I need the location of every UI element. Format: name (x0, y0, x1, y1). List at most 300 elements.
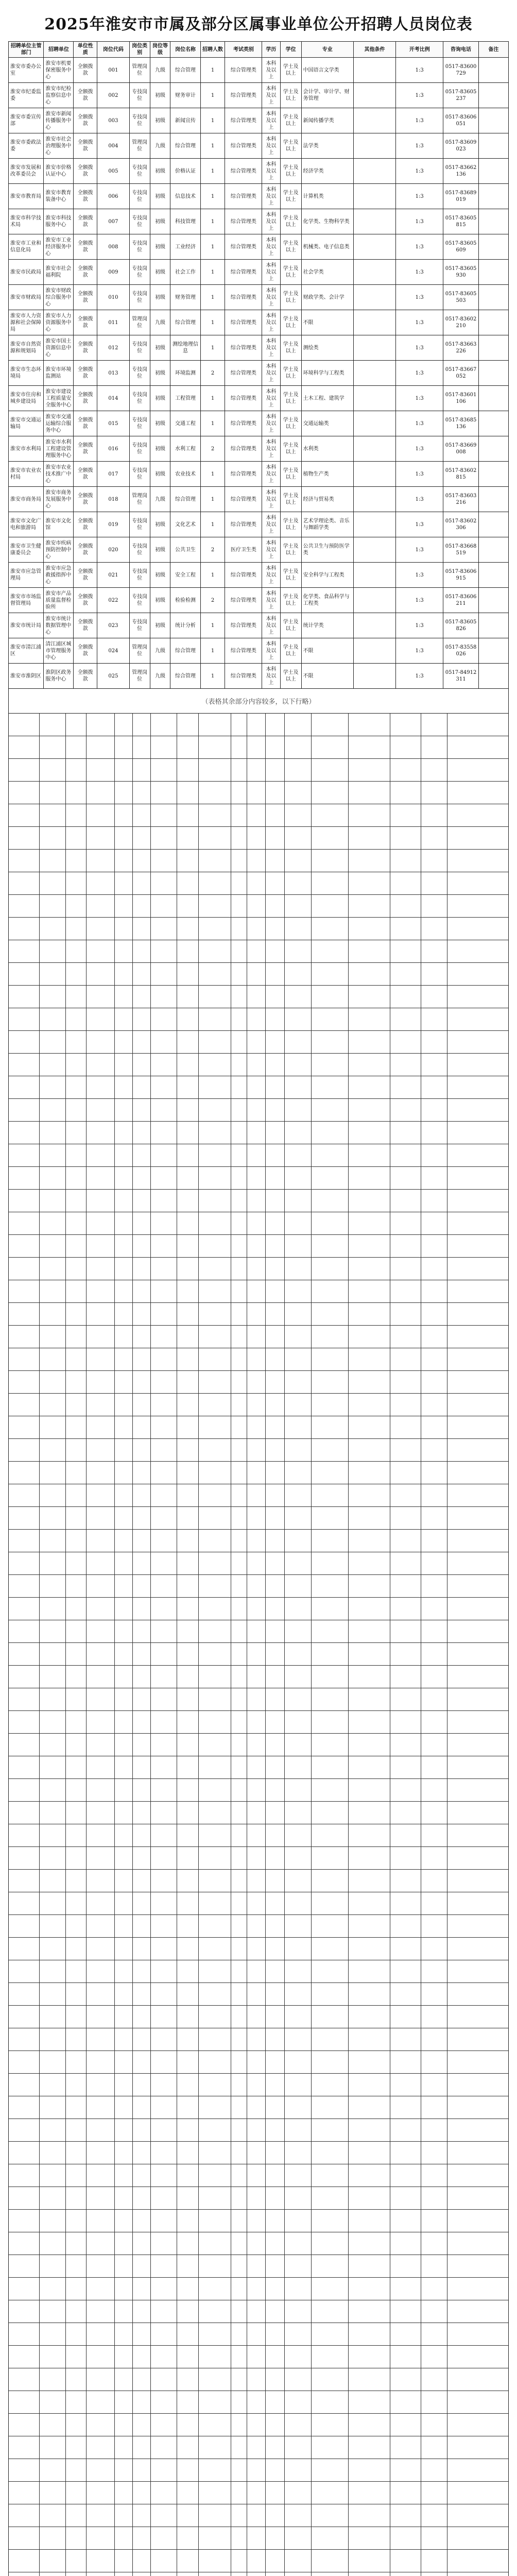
cell-ratio: 1:3 (396, 386, 443, 411)
cell-post-name: 工业经济 (170, 234, 200, 260)
cell-note (478, 563, 508, 588)
cell-post-type: 专技岗位 (129, 83, 150, 108)
cell-degree: 学士及以上 (280, 260, 301, 285)
cell-exam-type: 综合管理类 (225, 386, 262, 411)
cell-ratio: 1:3 (396, 159, 443, 184)
cell-degree: 学士及以上 (280, 83, 301, 108)
cell-other (354, 83, 396, 108)
cell-degree: 学士及以上 (280, 462, 301, 487)
cell-unit-type: 全额拨款 (74, 184, 97, 209)
cell-post-code: 023 (97, 613, 130, 638)
cell-contact: 0517-83606211 (443, 588, 478, 613)
cell-count: 1 (200, 335, 225, 361)
cell-other (354, 588, 396, 613)
cell-contact: 0517-83602210 (443, 310, 478, 335)
table-row (9, 588, 509, 613)
cell-exam-type: 综合管理类 (225, 411, 262, 436)
cell-unit-main: 淮安市卫生健康委员会 (9, 537, 44, 563)
cell-exam-type: 综合管理类 (225, 335, 262, 361)
cell-note (478, 108, 508, 133)
cell-count: 1 (200, 285, 225, 310)
cell-post-type: 管理岗位 (129, 487, 150, 512)
cell-other (354, 462, 396, 487)
cell-other (354, 285, 396, 310)
cell-exam-type: 综合管理类 (225, 487, 262, 512)
cell-degree: 学士及以上 (280, 335, 301, 361)
cell-exam-type: 综合管理类 (225, 512, 262, 537)
cell-major: 公共卫生与预防医学类 (301, 537, 353, 563)
cell-unit-type: 全额拨款 (74, 411, 97, 436)
cell-count: 1 (200, 563, 225, 588)
cell-count: 1 (200, 664, 225, 689)
cell-edu: 本科及以上 (262, 260, 280, 285)
cell-post-name: 测绘地理信息 (170, 335, 200, 361)
cell-post-name: 文化艺术 (170, 512, 200, 537)
cell-other (354, 133, 396, 159)
cell-ratio: 1:3 (396, 512, 443, 537)
table-row (9, 58, 509, 83)
cell-unit: 淮安市疾病预防控制中心 (44, 537, 74, 563)
cell-post-type: 管理岗位 (129, 310, 150, 335)
cell-contact: 0517-83601106 (443, 386, 478, 411)
cell-edu: 本科及以上 (262, 108, 280, 133)
cell-other (354, 613, 396, 638)
cell-edu: 本科及以上 (262, 310, 280, 335)
cell-degree: 学士及以上 (280, 234, 301, 260)
cell-note (478, 411, 508, 436)
cell-edu: 本科及以上 (262, 209, 280, 234)
cell-edu: 本科及以上 (262, 537, 280, 563)
cell-count: 1 (200, 512, 225, 537)
cell-unit: 淮安市纪检监察信息中心 (44, 83, 74, 108)
cell-post-name: 水利工程 (170, 436, 200, 462)
cell-post-name: 社会工作 (170, 260, 200, 285)
cell-note (478, 436, 508, 462)
cell-post-level: 初级 (150, 537, 170, 563)
cell-post-name: 综合管理 (170, 58, 200, 83)
cell-ratio: 1:3 (396, 487, 443, 512)
cell-post-level: 初级 (150, 285, 170, 310)
cell-major: 化学类、食品科学与工程类 (301, 588, 353, 613)
cell-unit-main: 淮安市淮阴区 (9, 664, 44, 689)
table-row (9, 664, 509, 689)
cell-unit-type: 全额拨款 (74, 462, 97, 487)
cell-post-level: 初级 (150, 588, 170, 613)
cell-exam-type: 综合管理类 (225, 58, 262, 83)
cell-contact: 0517-83605609 (443, 234, 478, 260)
header-degree: 学位 (280, 42, 301, 58)
cell-contact: 0517-83668519 (443, 537, 478, 563)
header-unit-main: 招聘单位主管部门 (9, 42, 44, 58)
cell-count: 1 (200, 83, 225, 108)
cell-note (478, 588, 508, 613)
cell-note (478, 335, 508, 361)
cell-major: 不限 (301, 310, 353, 335)
header-edu: 学历 (262, 42, 280, 58)
cell-unit-main: 淮安市民政局 (9, 260, 44, 285)
cell-post-type: 专技岗位 (129, 411, 150, 436)
header-other: 其他条件 (354, 42, 396, 58)
cell-post-type: 专技岗位 (129, 462, 150, 487)
cell-unit: 淮安市农业技术推广中心 (44, 462, 74, 487)
cell-unit-main: 淮安市文化广电和旅游局 (9, 512, 44, 537)
cell-degree: 学士及以上 (280, 512, 301, 537)
cell-post-type: 管理岗位 (129, 664, 150, 689)
cell-unit-main: 淮安市自然资源和规划局 (9, 335, 44, 361)
cell-exam-type: 综合管理类 (225, 133, 262, 159)
cell-post-name: 价格认证 (170, 159, 200, 184)
cell-unit: 淮安市人力资源服务中心 (44, 310, 74, 335)
cell-major: 社会学类 (301, 260, 353, 285)
cell-post-code: 018 (97, 487, 130, 512)
cell-unit: 淮安市商务发展服务中心 (44, 487, 74, 512)
table-row (9, 512, 509, 537)
cell-ratio: 1:3 (396, 310, 443, 335)
cell-exam-type: 综合管理类 (225, 361, 262, 386)
cell-post-code: 010 (97, 285, 130, 310)
cell-note (478, 638, 508, 664)
cell-count: 1 (200, 462, 225, 487)
cell-edu: 本科及以上 (262, 588, 280, 613)
cell-note (478, 462, 508, 487)
cell-note (478, 537, 508, 563)
cell-post-code: 019 (97, 512, 130, 537)
cell-degree: 学士及以上 (280, 386, 301, 411)
cell-unit-main: 淮安市农业农村局 (9, 462, 44, 487)
header-unit: 招聘单位 (44, 42, 74, 58)
cell-exam-type: 综合管理类 (225, 588, 262, 613)
header-unit-type: 单位性质 (74, 42, 97, 58)
cell-exam-type: 综合管理类 (225, 310, 262, 335)
cell-edu: 本科及以上 (262, 58, 280, 83)
table-row (9, 209, 509, 234)
cell-other (354, 487, 396, 512)
cell-unit-type: 全额拨款 (74, 260, 97, 285)
cell-post-level: 初级 (150, 234, 170, 260)
cell-count: 1 (200, 411, 225, 436)
cell-unit-main: 淮安市委政法委 (9, 133, 44, 159)
cell-count: 1 (200, 234, 225, 260)
cell-count: 1 (200, 487, 225, 512)
cell-ratio: 1:3 (396, 537, 443, 563)
cell-contact: 0517-83609023 (443, 133, 478, 159)
cell-note (478, 487, 508, 512)
cell-exam-type: 综合管理类 (225, 664, 262, 689)
cell-post-name: 综合管理 (170, 487, 200, 512)
cell-post-type: 管理岗位 (129, 133, 150, 159)
cell-post-name: 交通工程 (170, 411, 200, 436)
cell-ratio: 1:3 (396, 285, 443, 310)
cell-ratio: 1:3 (396, 563, 443, 588)
cell-degree: 学士及以上 (280, 133, 301, 159)
cell-unit: 淮安市教育装备中心 (44, 184, 74, 209)
cell-contact: 0517-83602306 (443, 512, 478, 537)
cell-post-name: 统计分析 (170, 613, 200, 638)
cell-unit-main: 淮安市水利局 (9, 436, 44, 462)
cell-unit: 淮安市环境监测站 (44, 361, 74, 386)
header-ratio: 开考比例 (396, 42, 443, 58)
cell-contact: 0517-83667052 (443, 361, 478, 386)
cell-contact: 0517-83605930 (443, 260, 478, 285)
cell-count: 2 (200, 436, 225, 462)
header-count: 招聘人数 (200, 42, 225, 58)
cell-unit: 淮安市应急救援指挥中心 (44, 563, 74, 588)
cell-post-name: 综合管理 (170, 133, 200, 159)
cell-other (354, 664, 396, 689)
cell-contact: 0517-83662136 (443, 159, 478, 184)
cell-unit-main: 淮安市工业和信息化局 (9, 234, 44, 260)
cell-other (354, 184, 396, 209)
cell-contact: 0517-83602815 (443, 462, 478, 487)
cell-edu: 本科及以上 (262, 462, 280, 487)
cell-note (478, 512, 508, 537)
cell-contact: 0517-83603216 (443, 487, 478, 512)
cell-ratio: 1:3 (396, 58, 443, 83)
cell-major: 化学类、生物科学类 (301, 209, 353, 234)
cell-unit-type: 全额拨款 (74, 386, 97, 411)
cell-contact: 0517-83685136 (443, 411, 478, 436)
cell-unit: 淮阴区政务服务中心 (44, 664, 74, 689)
cell-edu: 本科及以上 (262, 133, 280, 159)
cell-contact: 0517-83606051 (443, 108, 478, 133)
cell-other (354, 537, 396, 563)
table-continuation-note: （表格其余部分内容较多，以下行略） (8, 689, 509, 714)
cell-post-type: 专技岗位 (129, 386, 150, 411)
cell-unit-main: 淮安市市场监督管理局 (9, 588, 44, 613)
cell-note (478, 83, 508, 108)
cell-unit: 淮安市国土资源信息中心 (44, 335, 74, 361)
cell-post-name: 新闻宣传 (170, 108, 200, 133)
cell-post-level: 初级 (150, 462, 170, 487)
cell-post-name: 工程管理 (170, 386, 200, 411)
cell-post-code: 007 (97, 209, 130, 234)
cell-edu: 本科及以上 (262, 638, 280, 664)
cell-degree: 学士及以上 (280, 436, 301, 462)
cell-post-type: 专技岗位 (129, 260, 150, 285)
header-major: 专业 (301, 42, 353, 58)
cell-post-level: 初级 (150, 209, 170, 234)
cell-post-name: 综合管理 (170, 664, 200, 689)
cell-note (478, 361, 508, 386)
cell-post-level: 初级 (150, 184, 170, 209)
cell-other (354, 108, 396, 133)
cell-unit: 清江浦区城市管理服务中心 (44, 638, 74, 664)
cell-unit-type: 全额拨款 (74, 436, 97, 462)
header-contact: 咨询电话 (443, 42, 478, 58)
page-title: 2025年淮安市市属及部分区属事业单位公开招聘人员岗位表 (44, 15, 473, 33)
cell-post-level: 初级 (150, 411, 170, 436)
cell-post-code: 002 (97, 83, 130, 108)
cell-count: 2 (200, 588, 225, 613)
table-row (9, 260, 509, 285)
cell-contact: 0517-83558026 (443, 638, 478, 664)
cell-exam-type: 综合管理类 (225, 159, 262, 184)
cell-edu: 本科及以上 (262, 512, 280, 537)
cell-ratio: 1:3 (396, 613, 443, 638)
cell-ratio: 1:3 (396, 108, 443, 133)
cell-exam-type: 医疗卫生类 (225, 537, 262, 563)
cell-post-code: 021 (97, 563, 130, 588)
cell-post-code: 020 (97, 537, 130, 563)
cell-edu: 本科及以上 (262, 361, 280, 386)
cell-post-level: 九级 (150, 638, 170, 664)
cell-unit-main: 淮安市清江浦区 (9, 638, 44, 664)
cell-post-name: 公共卫生 (170, 537, 200, 563)
cell-unit-main: 淮安市科学技术局 (9, 209, 44, 234)
cell-count: 1 (200, 209, 225, 234)
cell-count: 1 (200, 638, 225, 664)
cell-contact: 0517-83605503 (443, 285, 478, 310)
cell-count: 1 (200, 184, 225, 209)
cell-note (478, 664, 508, 689)
cell-unit: 淮安市水利工程建设管理服务中心 (44, 436, 74, 462)
cell-unit-type: 全额拨款 (74, 133, 97, 159)
cell-degree: 学士及以上 (280, 588, 301, 613)
cell-edu: 本科及以上 (262, 436, 280, 462)
cell-ratio: 1:3 (396, 361, 443, 386)
cell-other (354, 638, 396, 664)
cell-degree: 学士及以上 (280, 613, 301, 638)
table-row (9, 436, 509, 462)
cell-count: 2 (200, 537, 225, 563)
cell-edu: 本科及以上 (262, 234, 280, 260)
cell-unit-main: 淮安市应急管理局 (9, 563, 44, 588)
cell-major: 交通运输类 (301, 411, 353, 436)
cell-post-name: 检验检测 (170, 588, 200, 613)
cell-major: 安全科学与工程类 (301, 563, 353, 588)
cell-post-code: 009 (97, 260, 130, 285)
cell-other (354, 411, 396, 436)
cell-contact: 0517-83605815 (443, 209, 478, 234)
cell-major: 水利类 (301, 436, 353, 462)
cell-count: 1 (200, 386, 225, 411)
cell-exam-type: 综合管理类 (225, 285, 262, 310)
cell-degree: 学士及以上 (280, 209, 301, 234)
cell-other (354, 563, 396, 588)
cell-unit-main: 淮安市教育局 (9, 184, 44, 209)
cell-exam-type: 综合管理类 (225, 613, 262, 638)
cell-major: 新闻传播学类 (301, 108, 353, 133)
cell-count: 1 (200, 133, 225, 159)
cell-edu: 本科及以上 (262, 664, 280, 689)
cell-post-name: 农业技术 (170, 462, 200, 487)
cell-ratio: 1:3 (396, 638, 443, 664)
cell-edu: 本科及以上 (262, 563, 280, 588)
cell-edu: 本科及以上 (262, 386, 280, 411)
cell-unit-type: 全额拨款 (74, 664, 97, 689)
cell-other (354, 310, 396, 335)
cell-note (478, 613, 508, 638)
cell-degree: 学士及以上 (280, 638, 301, 664)
table-row (9, 361, 509, 386)
cell-post-code: 022 (97, 588, 130, 613)
table-row (9, 184, 509, 209)
header-post-type: 岗位类别 (129, 42, 150, 58)
cell-post-type: 专技岗位 (129, 512, 150, 537)
cell-post-code: 016 (97, 436, 130, 462)
cell-note (478, 133, 508, 159)
cell-contact: 0517-84912311 (443, 664, 478, 689)
cell-post-code: 025 (97, 664, 130, 689)
cell-post-level: 初级 (150, 83, 170, 108)
cell-post-code: 012 (97, 335, 130, 361)
cell-unit-type: 全额拨款 (74, 512, 97, 537)
cell-post-level: 初级 (150, 386, 170, 411)
cell-post-code: 001 (97, 58, 130, 83)
cell-unit-main: 淮安市发展和改革委员会 (9, 159, 44, 184)
cell-note (478, 209, 508, 234)
table-row (9, 335, 509, 361)
header-note: 备注 (478, 42, 508, 58)
cell-unit-type: 全额拨款 (74, 563, 97, 588)
cell-degree: 学士及以上 (280, 411, 301, 436)
cell-unit: 淮安市科技服务中心 (44, 209, 74, 234)
cell-unit-type: 全额拨款 (74, 361, 97, 386)
table-row (9, 462, 509, 487)
cell-post-name: 财务管理 (170, 285, 200, 310)
cell-other (354, 386, 396, 411)
cell-unit: 淮安市交通运输综合服务中心 (44, 411, 74, 436)
cell-post-code: 003 (97, 108, 130, 133)
cell-exam-type: 综合管理类 (225, 108, 262, 133)
cell-exam-type: 综合管理类 (225, 563, 262, 588)
cell-count: 1 (200, 58, 225, 83)
cell-edu: 本科及以上 (262, 184, 280, 209)
header-row (9, 42, 509, 58)
cell-post-type: 专技岗位 (129, 335, 150, 361)
cell-post-type: 专技岗位 (129, 588, 150, 613)
cell-post-name: 信息技术 (170, 184, 200, 209)
cell-note (478, 386, 508, 411)
cell-post-type: 专技岗位 (129, 436, 150, 462)
cell-post-name: 安全工程 (170, 563, 200, 588)
cell-exam-type: 综合管理类 (225, 260, 262, 285)
cell-major: 统计学类 (301, 613, 353, 638)
cell-post-level: 初级 (150, 159, 170, 184)
cell-degree: 学士及以上 (280, 537, 301, 563)
table-row (9, 108, 509, 133)
cell-count: 1 (200, 260, 225, 285)
cell-ratio: 1:3 (396, 588, 443, 613)
table-body (9, 58, 509, 689)
cell-edu: 本科及以上 (262, 83, 280, 108)
cell-degree: 学士及以上 (280, 664, 301, 689)
cell-contact: 0517-83689019 (443, 184, 478, 209)
cell-degree: 学士及以上 (280, 58, 301, 83)
cell-major: 计算机类 (301, 184, 353, 209)
cell-post-type: 专技岗位 (129, 361, 150, 386)
cell-note (478, 184, 508, 209)
cell-exam-type: 综合管理类 (225, 436, 262, 462)
cell-other (354, 335, 396, 361)
cell-other (354, 159, 396, 184)
cell-major: 机械类、电子信息类 (301, 234, 353, 260)
cell-unit-type: 全额拨款 (74, 310, 97, 335)
cell-ratio: 1:3 (396, 335, 443, 361)
cell-unit-type: 全额拨款 (74, 285, 97, 310)
table-row (9, 411, 509, 436)
cell-post-level: 初级 (150, 260, 170, 285)
cell-post-type: 专技岗位 (129, 209, 150, 234)
header-post-code: 岗位代码 (97, 42, 130, 58)
cell-major: 植物生产类 (301, 462, 353, 487)
cell-post-name: 环境监测 (170, 361, 200, 386)
cell-post-name: 科技管理 (170, 209, 200, 234)
cell-degree: 学士及以上 (280, 310, 301, 335)
cell-major: 法学类 (301, 133, 353, 159)
cell-other (354, 436, 396, 462)
cell-post-level: 初级 (150, 613, 170, 638)
